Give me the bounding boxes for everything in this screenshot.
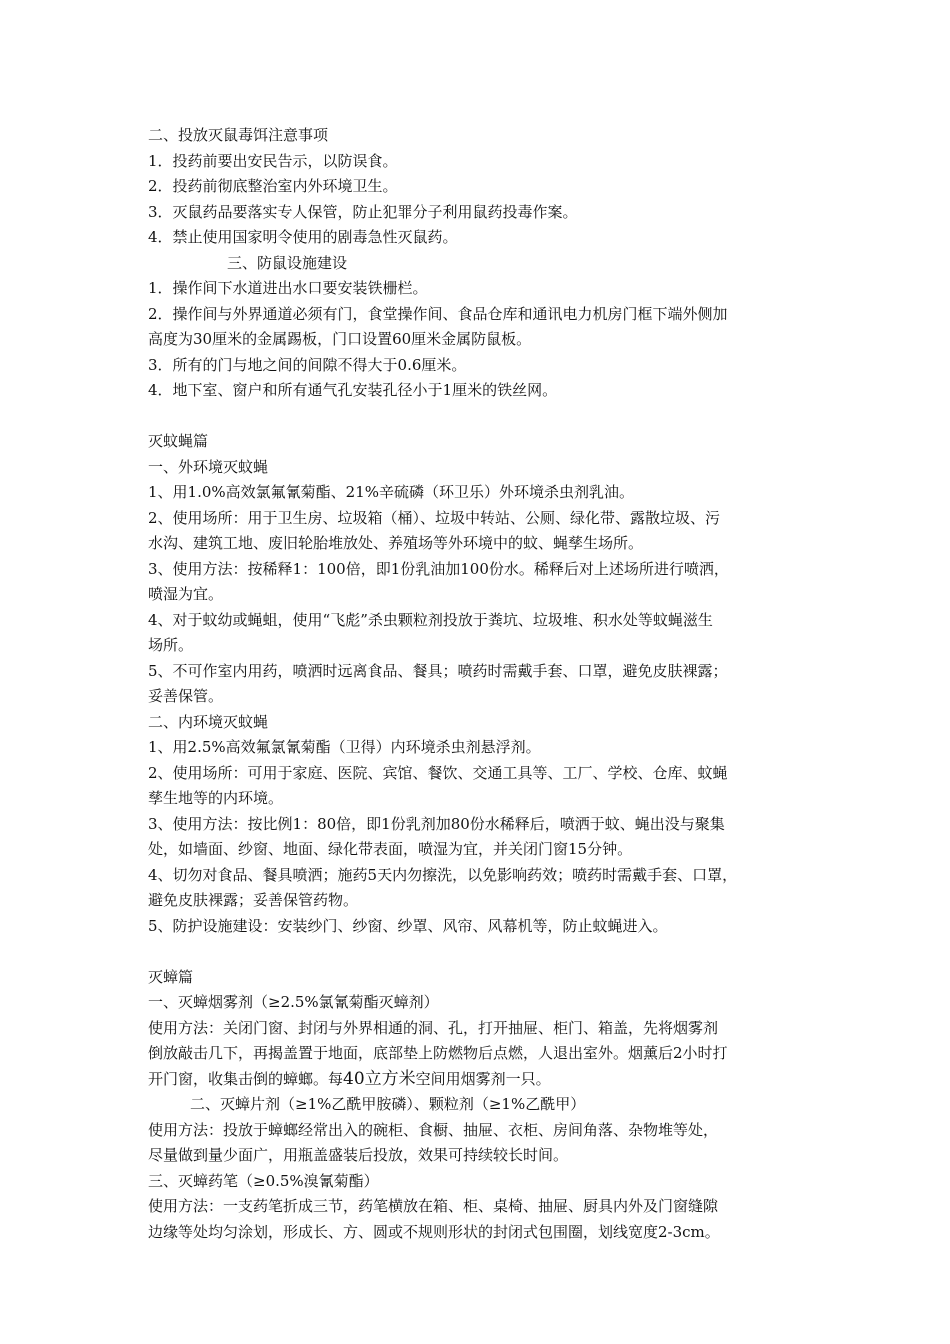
list-item: 3．灭鼠药品要落实专人保管，防止犯罪分子利用鼠药投毒作案。 bbox=[148, 202, 578, 221]
list-item: 3．所有的门与地之间的间隙不得大于0.6厘米。 bbox=[148, 355, 467, 374]
paragraph-line: 使用方法：关闭门窗、封闭与外界相通的洞、孔，打开抽屉、柜门、箱盖，先将烟雾剂 bbox=[148, 1018, 719, 1037]
chapter-title: 灭蟑篇 bbox=[148, 967, 194, 986]
paragraph-line: 孳生地等的内环境。 bbox=[148, 789, 284, 807]
blank-line bbox=[148, 404, 808, 430]
paragraph-line: 3、使用方法：按比例1：80倍，即1份乳剂加80份水稀释后，喷洒于蚊、蝇出没与聚集 bbox=[148, 814, 725, 833]
blank-line bbox=[148, 939, 808, 965]
paragraph-line: 2、使用场所：用于卫生房、垃圾箱（桶）、垃圾中转站、公厕、绿化带、露散垃圾、污 bbox=[148, 508, 721, 527]
paragraph-line: 避免皮肤裸露；妥善保管药物。 bbox=[148, 891, 359, 909]
paragraph-line: 边缘等处均匀涂划，形成长、方、圆或不规则形状的封闭式包围圈，划线宽度2-3cm。 bbox=[148, 1222, 720, 1241]
document-body bbox=[148, 123, 808, 1245]
list-item: 2．操作间与外界通道必须有门，食堂操作间、食品仓库和通讯电力机房门框下端外侧加 bbox=[148, 304, 728, 323]
list-item: 4．禁止使用国家明令使用的剧毒急性灭鼠药。 bbox=[148, 228, 458, 246]
section-heading: 三、灭蟑药笔（≥0.5%溴氰菊酯） bbox=[148, 1171, 379, 1190]
list-item: 4．地下室、窗户和所有通气孔安装孔径小于1厘米的铁丝网。 bbox=[148, 381, 558, 399]
paragraph-line: 5、防护设施建设：安装纱门、纱窗、纱罩、风帘、风幕机等，防止蚊蝇进入。 bbox=[148, 916, 668, 935]
paragraph-line: 1、用2.5%高效氟氯氰菊酯（卫得）内环境杀虫剂悬浮剂。 bbox=[148, 738, 541, 756]
list-item: 1．投药前要出安民告示，以防误食。 bbox=[148, 151, 398, 170]
section-heading: 三、防鼠设施建设 bbox=[227, 253, 348, 272]
list-item: 2．投药前彻底整治室内外环境卫生。 bbox=[148, 177, 398, 195]
paragraph-line: 4、对于蚊幼或蝇蛆，使用“飞彪”杀虫颗粒剂投放于粪坑、垃圾堆、积水处等蚊蝇滋生 bbox=[148, 610, 713, 629]
paragraph-line: 1、用1.0%高效氯氟氰菊酯、21%辛硫磷（环卫乐）外环境杀虫剂乳油。 bbox=[148, 483, 634, 501]
section-heading: 二、灭蟑片剂（≥1%乙酰甲胺磷）、颗粒剂（≥1%乙酰甲） bbox=[190, 1095, 586, 1113]
paragraph-line: 4、切勿对食品、餐具喷洒；施药5天内勿擦洗，以免影响药效；喷药时需戴手套、口罩， bbox=[148, 865, 738, 884]
paragraph-line: 妥善保管。 bbox=[148, 687, 224, 705]
paragraph-line: 2、使用场所：可用于家庭、医院、宾馆、餐饮、交通工具等、工厂、学校、仓库、蚊蝇 bbox=[148, 763, 728, 782]
emphasized-text-run: 40立方米 bbox=[343, 1068, 416, 1089]
paragraph-line: 使用方法：投放于蟑螂经常出入的碗柜、食橱、抽屉、衣柜、房间角落、杂物堆等处， bbox=[148, 1120, 719, 1139]
paragraph-line: 使用方法：一支药笔折成三节，药笔横放在箱、柜、桌椅、抽屉、厨具内外及门窗缝隙 bbox=[148, 1197, 719, 1215]
text-run: 空间用烟雾剂一只。 bbox=[415, 1069, 551, 1088]
paragraph-line bbox=[148, 1067, 808, 1093]
list-item: 1．操作间下水道进出水口要安装铁栅栏。 bbox=[148, 279, 428, 297]
section-heading: 二、内环境灭蚊蝇 bbox=[148, 712, 269, 731]
paragraph-line: 倒放敲击几下，再揭盖置于地面，底部垫上防燃物后点燃，人退出室外。烟薰后2小时打 bbox=[148, 1044, 728, 1062]
paragraph-line: 3、使用方法：按稀释1：100倍，即1份乳油加100份水。稀释后对上述场所进行喷洒， bbox=[148, 559, 729, 578]
paragraph-line: 场所。 bbox=[148, 636, 194, 654]
section-heading: 二、投放灭鼠毒饵注意事项 bbox=[148, 126, 329, 144]
text-run: 开门窗，收集击倒的蟑螂。每 bbox=[148, 1069, 344, 1088]
paragraph-line: 喷湿为宜。 bbox=[148, 585, 224, 603]
section-heading: 一、灭蟑烟雾剂（≥2.5%氯氰菊酯灭蟑剂） bbox=[148, 993, 439, 1011]
paragraph-line: 水沟、建筑工地、废旧轮胎堆放处、养殖场等外环境中的蚊、蝇孳生场所。 bbox=[148, 534, 644, 552]
paragraph-line: 5、不可作室内用药，喷洒时远离食品、餐具；喷药时需戴手套、口罩，避免皮肤裸露； bbox=[148, 661, 728, 680]
chapter-title: 灭蚊蝇篇 bbox=[148, 432, 209, 450]
section-heading: 一、外环境灭蚊蝇 bbox=[148, 457, 269, 476]
paragraph-line: 尽量做到量少面广，用瓶盖盛装后投放，效果可持续较长时间。 bbox=[148, 1146, 569, 1164]
paragraph-line: 处，如墙面、纱窗、地面、绿化带表面，喷湿为宜，并关闭门窗15分钟。 bbox=[148, 840, 633, 858]
list-item: 高度为30厘米的金属踢板，门口设置60厘米金属防鼠板。 bbox=[148, 330, 532, 348]
